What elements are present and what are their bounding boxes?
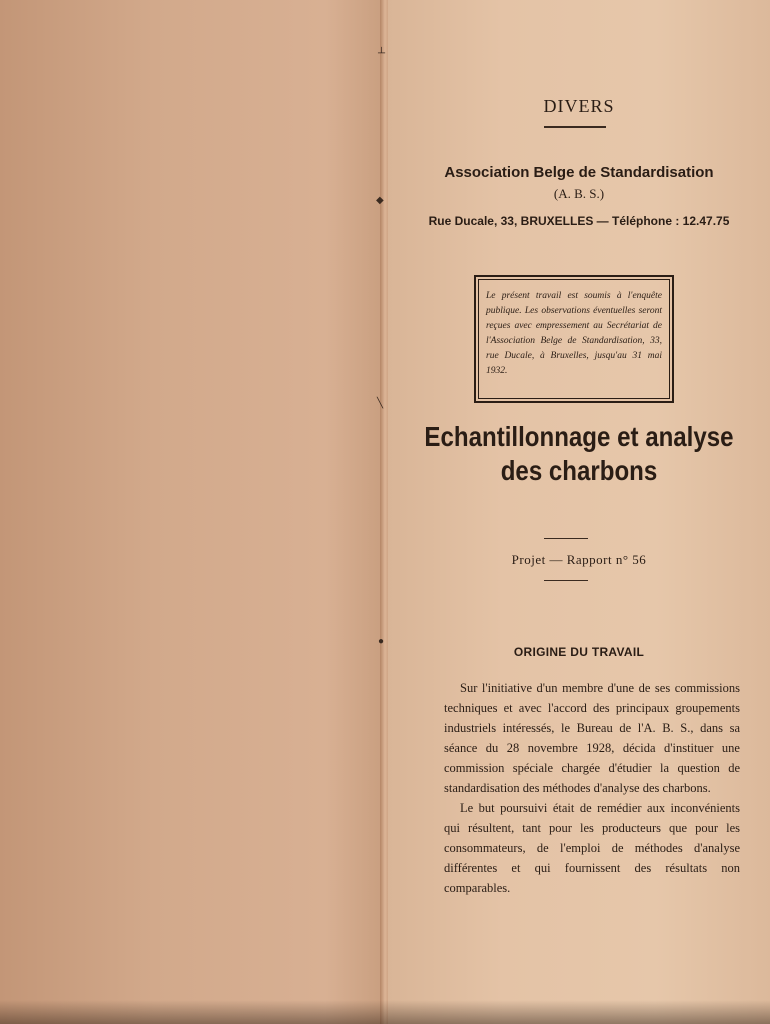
section-label: DIVERS [543,96,615,116]
binding-mark-icon: ╲ [377,398,384,409]
binding-mark-icon: ◆ [376,195,384,206]
organization-abbreviation: (A. B. S.) [553,186,605,201]
report-number: Projet — Rapport n° 56 [511,552,647,567]
divider-bottom [544,580,588,581]
organization-name: Association Belge de Standardisation [444,164,714,181]
document-title [415,420,744,488]
binding-mark-icon: ● [378,636,385,647]
body-text [444,678,740,898]
section-heading: ORIGINE DU TRAVAIL [513,645,645,659]
binding-mark-icon: ┴ [378,48,386,59]
paragraph: Le but poursuivi était de remédier aux inconvénients qui résultent, tant pour les producteurs que pour les consommateurs, de l'emploi de méthodes d'analyse différentes et qui fournissent des résultats non comparables. [444,801,740,895]
page-edge-shadow [0,1000,770,1024]
title-line-1: Echantillonnage et analyse [424,421,734,452]
title-line-2: des charbons [500,455,658,486]
public-inquiry-notice: Le présent travail est soumis à l'enquête publique. Les observations éventuelles seront reçues avec empressement au Secrétariat de l'Association Belge de Standardisation, 33, rue Ducale, à Bruxelles, jusqu'au 31 mai 1932. [474,275,674,403]
document-page [388,0,770,1024]
paragraph: Sur l'initiative d'un membre d'une de ses commissions techniques et avec l'accord des principaux groupements industriels intéressés, le Bureau de l'A. B. S., dans sa séance du 28 novembre 1928, décida d'instituer une commission spéciale chargée d'étudier la question de standardisation des méthodes d'analyse des charbons. [444,681,740,795]
organization-address: Rue Ducale, 33, BRUXELLES — Téléphone : 12.47.75 [428,214,730,228]
divider-top [544,538,588,539]
section-underline [544,126,606,128]
